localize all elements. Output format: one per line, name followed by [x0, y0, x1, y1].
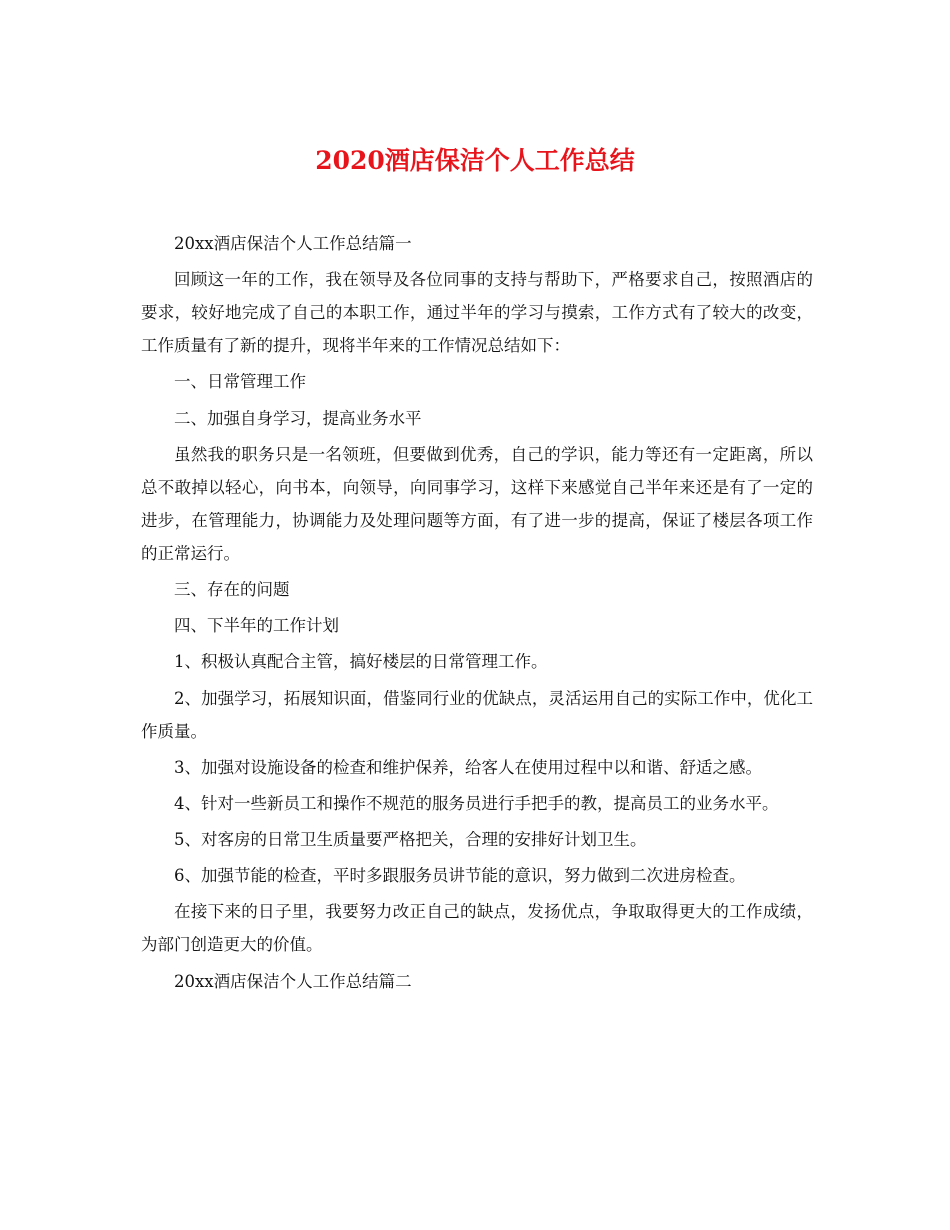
list-item: 6、加强节能的检查，平时多跟服务员讲节能的意识，努力做到二次进房检查。 [174, 866, 746, 886]
body-paragraph: 虽然我的职务只是一名领班，但要做到优秀，自己的学识，能力等还有一定距离，所以总不敢掉以轻心，向书本，向领导，向同事学习，这样下来感觉自己半年来还是有了一定的进步，在管理能力，协调能力及处理问题等方面，有了进一步的提高，保证了楼层各项工作的正常运行。 [141, 444, 813, 563]
section-heading: 二、加强自身学习，提高业务水平 [174, 408, 422, 428]
section-heading-part-two: 20xx酒店保洁个人工作总结篇二 [174, 971, 412, 991]
document-title: 2020酒店保洁个人工作总结 [315, 146, 635, 175]
document-body [141, 227, 813, 1001]
section-heading-part-one: 20xx酒店保洁个人工作总结篇一 [174, 234, 412, 253]
list-item: 4、针对一些新员工和操作不规范的服务员进行手把手的教，提高员工的业务水平。 [174, 793, 779, 813]
list-item: 1、积极认真配合主管，搞好楼层的日常管理工作。 [174, 652, 548, 672]
list-item: 3、加强对设施设备的检查和维护保养，给客人在使用过程中以和谐、舒适之感。 [174, 757, 762, 777]
body-paragraph: 在接下来的日子里，我要努力改正自己的缺点，发扬优点，争取取得更大的工作成绩，为部门创造更大的价值。 [141, 902, 813, 955]
section-heading: 一、日常管理工作 [174, 372, 306, 392]
list-item: 2、加强学习，拓展知识面，借鉴同行业的优缺点，灵活运用自己的实际工作中，优化工作质量。 [141, 688, 813, 741]
section-heading: 四、下半年的工作计划 [174, 616, 339, 636]
body-paragraph: 回顾这一年的工作，我在领导及各位同事的支持与帮助下，严格要求自己，按照酒店的要求，较好地完成了自己的本职工作，通过半年的学习与摸索，工作方式有了较大的改变，工作质量有了新的提升，现将半年来的工作情况总结如下： [141, 270, 813, 356]
list-item: 5、对客房的日常卫生质量要严格把关，合理的安排好计划卫生。 [174, 830, 647, 850]
section-heading: 三、存在的问题 [174, 579, 290, 599]
